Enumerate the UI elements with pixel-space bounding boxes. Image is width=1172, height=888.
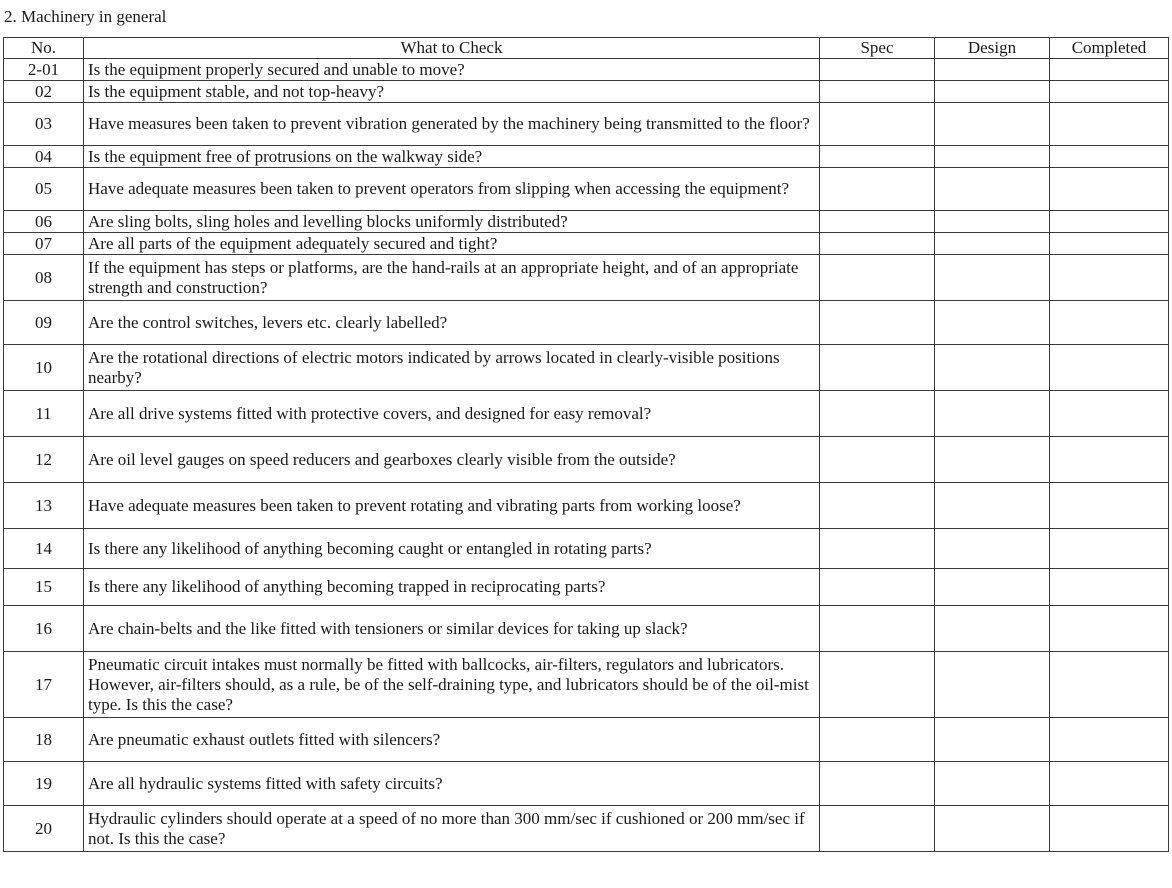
spec-cell[interactable] xyxy=(820,606,935,652)
design-cell[interactable] xyxy=(935,81,1050,103)
check-item-text: Is there any likelihood of anything becoming caught or entangled in rotating parts? xyxy=(84,529,820,569)
check-item-text: Have measures been taken to prevent vibration generated by the machinery being transmitted to the floor? xyxy=(84,103,820,146)
check-item-text: Is the equipment properly secured and unable to move? xyxy=(84,59,820,81)
design-cell[interactable] xyxy=(935,606,1050,652)
design-cell[interactable] xyxy=(935,762,1050,806)
header-row xyxy=(4,38,1169,59)
spec-cell[interactable] xyxy=(820,255,935,301)
spec-cell[interactable] xyxy=(820,652,935,718)
completed-cell[interactable] xyxy=(1050,606,1169,652)
column-header-completed: Completed xyxy=(1050,38,1169,59)
row-number: 02 xyxy=(4,81,84,103)
design-cell[interactable] xyxy=(935,301,1050,345)
row-number: 13 xyxy=(4,483,84,529)
row-number: 07 xyxy=(4,233,84,255)
spec-cell[interactable] xyxy=(820,146,935,168)
table-row xyxy=(4,103,1169,146)
design-cell[interactable] xyxy=(935,529,1050,569)
table-row xyxy=(4,255,1169,301)
table-row xyxy=(4,652,1169,718)
row-number: 16 xyxy=(4,606,84,652)
completed-cell[interactable] xyxy=(1050,569,1169,606)
completed-cell[interactable] xyxy=(1050,59,1169,81)
completed-cell[interactable] xyxy=(1050,168,1169,211)
spec-cell[interactable] xyxy=(820,81,935,103)
design-cell[interactable] xyxy=(935,168,1050,211)
column-header-what-to-check: What to Check xyxy=(84,38,820,59)
row-number: 03 xyxy=(4,103,84,146)
completed-cell[interactable] xyxy=(1050,211,1169,233)
column-header-design: Design xyxy=(935,38,1050,59)
column-header-spec: Spec xyxy=(820,38,935,59)
check-item-text: Are oil level gauges on speed reducers and gearboxes clearly visible from the outside? xyxy=(84,437,820,483)
table-row xyxy=(4,483,1169,529)
table-row xyxy=(4,146,1169,168)
spec-cell[interactable] xyxy=(820,569,935,606)
completed-cell[interactable] xyxy=(1050,806,1169,852)
spec-cell[interactable] xyxy=(820,391,935,437)
check-item-text: Is the equipment stable, and not top-heavy? xyxy=(84,81,820,103)
spec-cell[interactable] xyxy=(820,59,935,81)
row-number: 15 xyxy=(4,569,84,606)
check-item-text: Is the equipment free of protrusions on the walkway side? xyxy=(84,146,820,168)
completed-cell[interactable] xyxy=(1050,391,1169,437)
check-item-text: Are all parts of the equipment adequately secured and tight? xyxy=(84,233,820,255)
spec-cell[interactable] xyxy=(820,529,935,569)
table-row xyxy=(4,211,1169,233)
table-row xyxy=(4,391,1169,437)
design-cell[interactable] xyxy=(935,437,1050,483)
check-item-text: Hydraulic cylinders should operate at a speed of no more than 300 mm/sec if cushioned or 200 mm/sec if not. Is this the case? xyxy=(84,806,820,852)
row-number: 19 xyxy=(4,762,84,806)
row-number: 05 xyxy=(4,168,84,211)
design-cell[interactable] xyxy=(935,483,1050,529)
table-row xyxy=(4,345,1169,391)
check-item-text: If the equipment has steps or platforms, are the hand-rails at an appropriate height, and of an appropriate strength and construction? xyxy=(84,255,820,301)
spec-cell[interactable] xyxy=(820,233,935,255)
row-number: 12 xyxy=(4,437,84,483)
check-item-text: Are chain-belts and the like fitted with tensioners or similar devices for taking up slack? xyxy=(84,606,820,652)
check-item-text: Have adequate measures been taken to prevent rotating and vibrating parts from working loose? xyxy=(84,483,820,529)
table-row xyxy=(4,806,1169,852)
spec-cell[interactable] xyxy=(820,806,935,852)
check-item-text: Are all drive systems fitted with protective covers, and designed for easy removal? xyxy=(84,391,820,437)
design-cell[interactable] xyxy=(935,569,1050,606)
spec-cell[interactable] xyxy=(820,211,935,233)
spec-cell[interactable] xyxy=(820,301,935,345)
design-cell[interactable] xyxy=(935,233,1050,255)
design-cell[interactable] xyxy=(935,211,1050,233)
completed-cell[interactable] xyxy=(1050,103,1169,146)
table-row xyxy=(4,168,1169,211)
column-header-no: No. xyxy=(4,38,84,59)
spec-cell[interactable] xyxy=(820,103,935,146)
table-row xyxy=(4,81,1169,103)
completed-cell[interactable] xyxy=(1050,345,1169,391)
table-row xyxy=(4,606,1169,652)
row-number: 08 xyxy=(4,255,84,301)
row-number: 14 xyxy=(4,529,84,569)
completed-cell[interactable] xyxy=(1050,762,1169,806)
row-number: 18 xyxy=(4,718,84,762)
completed-cell[interactable] xyxy=(1050,233,1169,255)
completed-cell[interactable] xyxy=(1050,146,1169,168)
row-number: 04 xyxy=(4,146,84,168)
completed-cell[interactable] xyxy=(1050,529,1169,569)
spec-cell[interactable] xyxy=(820,345,935,391)
check-item-text: Are sling bolts, sling holes and levelling blocks uniformly distributed? xyxy=(84,211,820,233)
design-cell[interactable] xyxy=(935,103,1050,146)
table-row xyxy=(4,718,1169,762)
check-item-text: Are pneumatic exhaust outlets fitted with silencers? xyxy=(84,718,820,762)
completed-cell[interactable] xyxy=(1050,718,1169,762)
completed-cell[interactable] xyxy=(1050,301,1169,345)
row-number: 2-01 xyxy=(4,59,84,81)
completed-cell[interactable] xyxy=(1050,81,1169,103)
spec-cell[interactable] xyxy=(820,718,935,762)
design-cell[interactable] xyxy=(935,391,1050,437)
row-number: 17 xyxy=(4,652,84,718)
design-cell[interactable] xyxy=(935,806,1050,852)
table-row xyxy=(4,59,1169,81)
spec-cell[interactable] xyxy=(820,437,935,483)
design-cell[interactable] xyxy=(935,652,1050,718)
completed-cell[interactable] xyxy=(1050,483,1169,529)
table-row xyxy=(4,233,1169,255)
check-item-text: Is there any likelihood of anything becoming trapped in reciprocating parts? xyxy=(84,569,820,606)
row-number: 06 xyxy=(4,211,84,233)
row-number: 09 xyxy=(4,301,84,345)
table-row xyxy=(4,529,1169,569)
design-cell[interactable] xyxy=(935,718,1050,762)
completed-cell[interactable] xyxy=(1050,652,1169,718)
row-number: 10 xyxy=(4,345,84,391)
design-cell[interactable] xyxy=(935,146,1050,168)
check-item-text: Have adequate measures been taken to prevent operators from slipping when accessing the equipment? xyxy=(84,168,820,211)
check-item-text: Are the rotational directions of electric motors indicated by arrows located in clearly-visible positions nearby? xyxy=(84,345,820,391)
row-number: 11 xyxy=(4,391,84,437)
completed-cell[interactable] xyxy=(1050,255,1169,301)
design-cell[interactable] xyxy=(935,345,1050,391)
row-number: 20 xyxy=(4,806,84,852)
spec-cell[interactable] xyxy=(820,168,935,211)
check-item-text: Pneumatic circuit intakes must normally be fitted with ballcocks, air-filters, regulators and lubricators. However, air-filters should, as a rule, be of the self-draining type, and lubricators should be of the oil-mist type. Is this the case? xyxy=(84,652,820,718)
design-cell[interactable] xyxy=(935,59,1050,81)
design-cell[interactable] xyxy=(935,255,1050,301)
table-row xyxy=(4,762,1169,806)
spec-cell[interactable] xyxy=(820,762,935,806)
completed-cell[interactable] xyxy=(1050,437,1169,483)
spec-cell[interactable] xyxy=(820,483,935,529)
table-row xyxy=(4,301,1169,345)
table-row xyxy=(4,569,1169,606)
table-row xyxy=(4,437,1169,483)
section-title: 2. Machinery in general xyxy=(4,7,167,26)
check-item-text: Are the control switches, levers etc. clearly labelled? xyxy=(84,301,820,345)
check-item-text: Are all hydraulic systems fitted with safety circuits? xyxy=(84,762,820,806)
checklist-table xyxy=(3,37,1169,852)
